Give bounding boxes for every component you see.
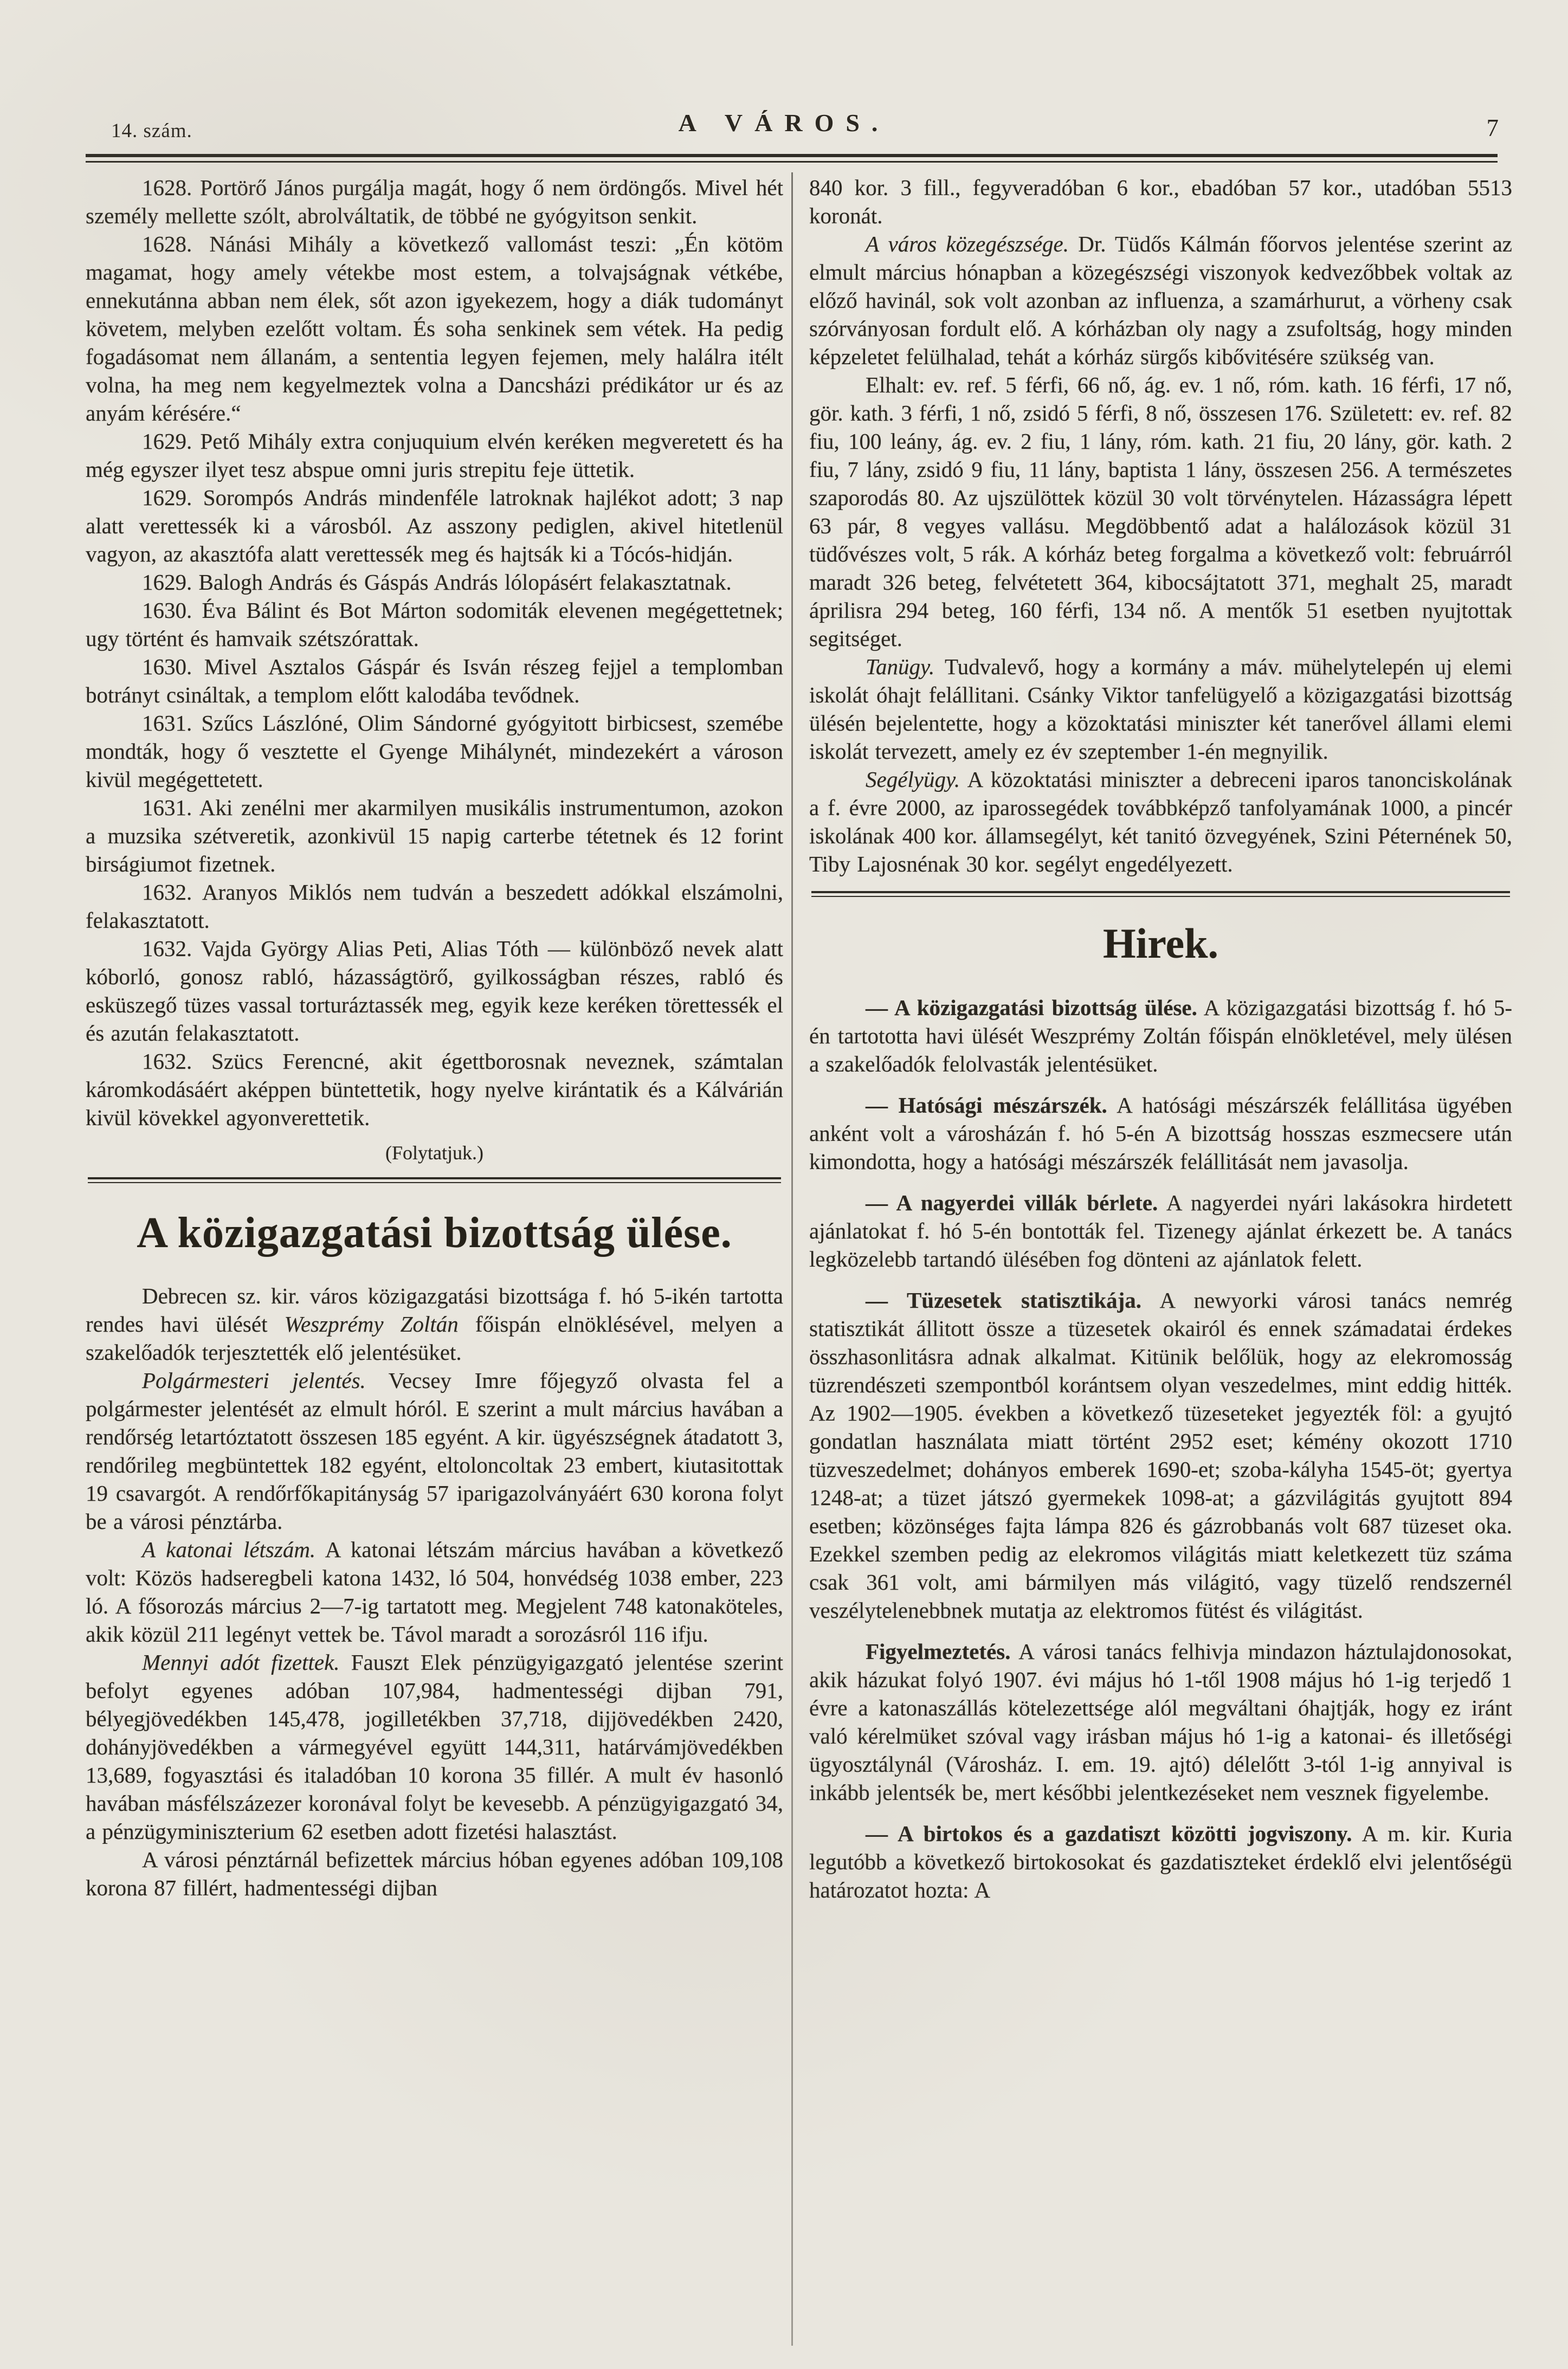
news-item-lead: — A birtokos és a gazdatiszt közötti jogviszony.: [866, 1821, 1352, 1846]
paragraph-lead: Mennyi adót fizettek.: [142, 1650, 340, 1675]
continuation-note: (Folytatjuk.): [385, 1142, 483, 1164]
news-item-text: A közigazgatási bizottság f. hó 5-én tartototta havi ülését Weszprémy Zoltán főispán elnökletével, mely ülésen a szakelőadók felolvasták jelentésüket.: [809, 995, 1512, 1076]
chronicle-entry: 1629. Pető Mihály extra conjuquium elvén keréken megveretett és ha még egyszer ilyet tesz abspue omni juris strepitu feje üttetik.: [86, 429, 783, 482]
header-rule: [86, 154, 1498, 163]
news-section-title: Hirek.: [1102, 920, 1219, 967]
page-header: [0, 0, 1568, 163]
news-item-lead: Figyelmeztetés.: [866, 1639, 1011, 1664]
news-item-lead: — Hatósági mészárszék.: [866, 1093, 1107, 1118]
paragraph-text: Vecsey Imre főjegyző olvasta fel a polgármester jelentését az elmult hóról. E szerint a mult március havában a rendőrség letartóztatott összesen 185 egyént. A kir. ügyészségnek átadatott 3, rendőrileg megbüntettek 182 egyént, eltoloncoltak 23 embert, kiutasitottak 19 csavargót. A rendőrfőkapitányság 57 iparigazolványáért 630 korona folyt be a városi pénztárba.: [86, 1368, 784, 1534]
chronicle-entry: 1632. Aranyos Miklós nem tudván a beszedett adókkal elszámolni, felakasztatott.: [86, 880, 783, 933]
news-item-text: A városi tanács felhivja mindazon háztulajdonosokat, akik házukat folyó 1907. évi május hó 1-től 1908 május hó 1-ig terjedő 1 évre a katonaszállás kötelezettsége alól megváltani óhajtják, hogy ez iránt való kérelmüket szóval vagy irásban május hó 1-ig a katonai- és illetőségi ügyosztálynál (Városház. I. em. 19. ajtó) délelőtt 3-tól 1-ig annyival is inkább jelentsék be, mert későbbi jelentkezéseket nem vesznek figyelembe.: [809, 1639, 1512, 1805]
article-paragraph: [809, 765, 1512, 878]
article-paragraph: [86, 1845, 783, 1902]
left-column: [86, 173, 783, 1902]
newspaper-title: A VÁROS.: [678, 109, 890, 137]
news-item-lead: — A közigazgatási bizottság ülése.: [866, 995, 1197, 1020]
chronicle-entry: 1630. Éva Bálint és Bot Márton sodomiták elevenen megégettetnek; ugy történt és hamvaik szétszórattak.: [86, 598, 783, 651]
article-paragraph: [86, 1366, 783, 1535]
paragraph-text: Dr. Tüdős Kálmán főorvos jelentése szerint az elmult március hónapban a közegészségi viszonyok kedvezőbbek voltak az előző havinál, sok volt azonban az influenza, a szamárhurut, a vörheny csak szórványosan fordult elő. A kórházban oly nagy a zsufoltság, hogy minden képzeletet felülhalad, tehát a kórház sürgős kibővitésére szükség van.: [809, 231, 1512, 369]
chronicle-entry: 1631. Szűcs Lászlóné, Olim Sándorné gyógyitott birbicsest, szemébe mondták, hogy ő vesztette el Gyenge Mihálynét, mindezekért a városon kivül megégettetett.: [86, 711, 783, 792]
paragraph-text: A városi pénztárnál befizettek március hóban egyenes adóban 109,108 korona 87 fillért, hadmentességi dijban: [86, 1847, 783, 1900]
news-item: [809, 1819, 1512, 1904]
paragraph-lead: Tanügy.: [866, 654, 935, 679]
section-divider-rule: [811, 891, 1510, 897]
article-paragraph: [809, 371, 1512, 653]
article-paragraph: [809, 653, 1512, 765]
news-item: [809, 993, 1512, 1078]
intro-person-name: Weszprémy Zoltán: [284, 1312, 459, 1337]
section-divider-rule: [88, 1177, 781, 1183]
right-column: [809, 173, 1512, 1917]
paragraph-text: Fauszt Elek pénzügyigazgató jelentése szerint befolyt egyenes adóban 107,984, hadmentességi dijban 791, bélyegjövedékben 145,478, jogilletékben 37,718, dijjövedékben 2420, dohányjövedékben a vármegyével együtt 144,311, határvámjövedékben 13,689, fogyasztási és italadóban 10 korona 35 fillér. A mult év hasonló havában másfélszázezer koronával folyt be kevesebb. A pénzügyigazgató 34, a pénzügyminiszterium 62 esetben adott fizetési halasztást.: [86, 1650, 784, 1844]
paragraph-text: A katonai létszám március havában a következő volt: Közös hadseregbeli katona 1432, ló 504, honvédség 1038 ember, 223 ló. A fősorozás március 2—7-ig tartatott meg. Megjelent 748 katonaköteles, akik közül 211 legényt vettek be. Távol maradt a sorozásról 116 ifju.: [86, 1537, 783, 1647]
issue-number: 14. szám.: [111, 120, 192, 142]
article-paragraph: [86, 1648, 783, 1845]
paragraph-text: 840 kor. 3 fill., fegyveradóban 6 kor., ebadóban 57 kor., utadóban 5513 koronát.: [809, 175, 1512, 228]
news-item-text: A nagyerdei nyári lakásokra hirdetett ajánlatokat f. hó 5-én bontották fel. Tizenegy ajánlat érkezett be. A tanács legközelebb tartandó ülésében fog dönteni az ajánlatok felett.: [809, 1190, 1512, 1271]
chronicle-entry: 1630. Mivel Asztalos Gáspár és Isván részeg fejjel a templomban botrányt csináltak, a templom előtt kalodába tevődnek.: [86, 654, 783, 707]
page-body: [86, 173, 1512, 1917]
paragraph-text: Tudvalevő, hogy a kormány a máv. mühelytelepén uj elemi iskolát óhajt felállitani. Csánky Viktor tanfelügyelő a közigazgatási bizottság ülésén bejelentette, hogy a közoktatási miniszter két tanerővel állami elemi iskolát tervezett, amely ez év szeptember 1-én megnyilik.: [809, 654, 1512, 764]
news-item-text: A m. kir. Kuria legutóbb a következő birtokosokat és gazdatiszteket érdeklő elvi jelentőségü határozatot hozta: A: [809, 1821, 1513, 1902]
chronicle-entry: 1628. Portörő János purgálja magát, hogy ő nem ördöngős. Mivel hét személy mellette szólt, abrolváltatik, de többé ne gyógyitson senkit.: [86, 175, 783, 228]
news-item-lead: — A nagyerdei villák bérlete.: [866, 1190, 1158, 1215]
paragraph-text: A közoktatási miniszter a debreceni iparos tanonciskolának a f. évre 2000, az iparossegédek továbbképző tanfolyamának 1000, a pincér iskolának 400 kor. államsegélyt, két tanitó özvegyének, Szini Péternének 50, Tiby Lajosnénak 30 kor. segélyt engedélyezett.: [809, 767, 1512, 876]
chronicle-entry: 1628. Nánási Mihály a következő vallomást teszi: „Én kötöm magamat, hogy amely vétekbe most estem, a tolvajságnak vétkébe, ennekutánna abban nem élek, sőt azon igyekezem, hogy a diák tudományt követem, melyben ezelőtt voltam. És soha senkinek sem vétek. Ha pedig fogadásomat nem állanám, a sententia legyen fejemen, mely halálra itélt volna, ha meg nem kegyelmeztek volna a Dancsházi prédikátor ur és az anyám kérésére.“: [86, 231, 783, 425]
chronicle-entry: 1632. Szücs Ferencné, akit égettborosnak neveznek, számtalan káromkodásáért aképpen büntettetik, hogy nyelve kirántatik és a Kálvárián kivül kövekkel agyonverettetik.: [86, 1049, 783, 1130]
article-paragraph-continuation: [809, 173, 1512, 230]
news-item-lead: — Tüzesetek statisztikája.: [866, 1288, 1142, 1313]
chronicle-entry: 1629. Balogh András és Gáspás András lólopásért felakasztatnak.: [142, 570, 732, 595]
chronicle-entry: 1632. Vajda György Alias Peti, Alias Tóth — különböző nevek alatt kóborló, gonosz rabló, házasságtörő, gyilkosságban részes, rabló és esküszegő tüzes vassal torturáztassék meg, egyik keze keréken törettessék el és azután felakasztatott.: [86, 936, 783, 1045]
article-intro-paragraph: [86, 1282, 783, 1366]
paragraph-text: Elhalt: ev. ref. 5 férfi, 66 nő, ág. ev. 1 nő, róm. kath. 16 férfi, 17 nő, gör. kath. 3 férfi, 1 nő, zsidó 5 férfi, 8 nő, összesen 176. Született: ev. ref. 82 fiu, 100 leány, ág. ev. 2 fiu, 1 lány, róm. kath. 21 fiu, 20 lány, gör. kath. 2 fiu, 7 lány, zsidó 9 fiu, 11 lány, baptista 1 lány, összesen 256. A természetes szaporodás 80. Az ujszülöttek közül 30 volt törvénytelen. Házasságra lépett 63 pár, 8 vegyes vallásu. Megdöbbentő adat a halálozások közül 31 tüdővészes volt, 5 rák. A kórház beteg forgalma a következő volt: februárról maradt 326 beteg, felvétetett 364, kibocsájtatott 371, meghalt 25, maradt áprilisra 294 beteg, 160 férfi, 134 nő. A mentők 51 esetben nyujtottak segitséget.: [809, 372, 1512, 651]
paragraph-lead: Polgármesteri jelentés.: [142, 1368, 366, 1393]
news-item: [809, 1091, 1512, 1176]
intro-text-after: főispán elnöklésével, melyen a szakelőadók terjesztették elő jelentésüket.: [86, 1312, 783, 1365]
paragraph-lead: Segélyügy.: [866, 767, 960, 792]
article-paragraph: [809, 230, 1512, 371]
chronicle-entry: 1631. Aki zenélni mer akarmilyen musikális instrumentumon, azokon a muzsika szétveretik, azonkivül 15 napig carterbe tétetnek és 12 forint birságiumot fizetnek.: [86, 795, 783, 876]
page-number: 7: [1486, 114, 1499, 141]
intro-text-before: Debrecen sz. kir. város közigazgatási bizottsága f. hó 5-ikén tartotta rendes havi ülését: [86, 1283, 783, 1337]
article-paragraph: [86, 1535, 783, 1648]
article-title: A közigazgatási bizottság ülése.: [137, 1209, 732, 1257]
chronicle-entry: 1629. Sorompós András mindenféle latroknak hajlékot adott; 3 nap alatt verettessék ki a városból. Az asszony pediglen, akivel hitetlenül vagyon, az akasztófa alatt verettessék meg és hajtsák ki a Tócós-hidján.: [86, 485, 783, 566]
paragraph-lead: A város közegészsége.: [866, 231, 1069, 256]
news-item-text: A newyorki városi tanács nemrég statisztikát állitott össze a tüzesetek okairól és ennek számadatai érdekes összhasonlitásra adnak alkalmat. Kitünik belőlük, hogy az elekromosság tüzrendészeti szempontból korántsem olyan veszedelmes, mint eddig hitték. Az 1902—1905. években a következő tüzeseteket jegyezték föl: a gyujtó gondatlan használata miatt történt 2952 eset; kémény okozott 1710 tüzveszedelmet; dohányos emberek 1690-et; szoba-kályha 1545-öt; gyertya 1248-at; a tüzet játszó gyermekek 1098-at; a gázvilágitás gyujtott 894 esetben; közönséges fajta lámpa 826 és gázrobbanás volt 687 tüzeset oka. Ezekkel szemben pedig az elekromos világitás miatt keletkezett tüz száma csak 361 volt, ami bármilyen más világitó, vagy tüzelő rendszernél veszélytelenebbnek mutatja az elektromos fütést és világitást.: [809, 1288, 1512, 1623]
paragraph-lead: A katonai létszám.: [142, 1537, 316, 1562]
news-item: [809, 1637, 1512, 1806]
news-item: [809, 1286, 1512, 1624]
news-item: [809, 1189, 1512, 1273]
news-item-text: A hatósági mészárszék felállitása ügyében anként volt a városházán f. hó 5-én A bizottság hosszas eszmecsere után kimondotta, hogy a hatósági mészárszék felállitását nem javasolja.: [809, 1093, 1512, 1174]
